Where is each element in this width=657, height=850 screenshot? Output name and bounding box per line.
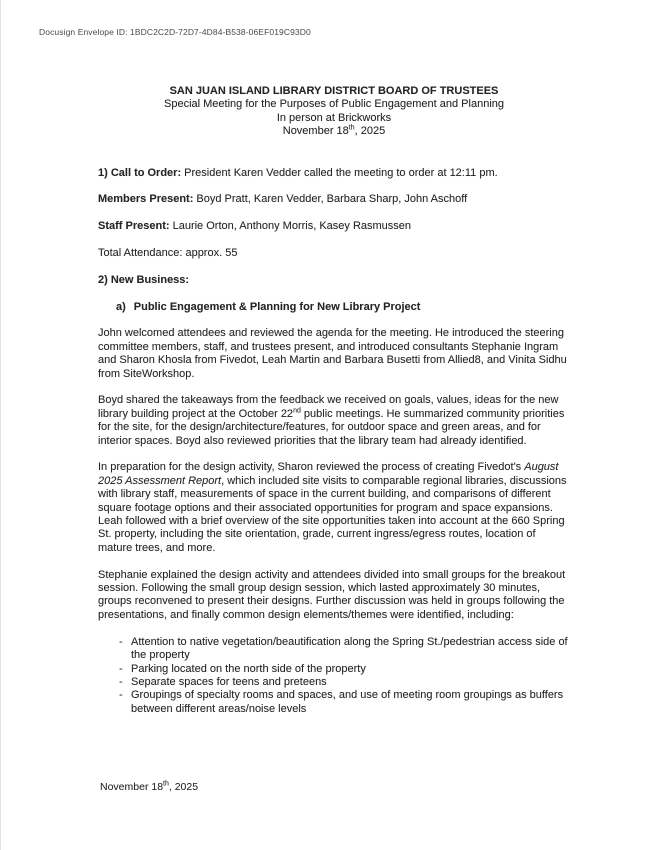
total-attendance-line: Total Attendance: approx. 55 [98, 247, 238, 260]
members-present-text: Boyd Pratt, Karen Vedder, Barbara Sharp, John Aschoff [193, 193, 468, 206]
paragraph-assessment [98, 461, 570, 555]
staff-present-line [98, 220, 570, 233]
paragraph-feedback-text-1: Boyd shared the takeaways from the feedback we received on goals, values, ideas for the new library building project at the October 22 [98, 394, 559, 420]
members-present-label: Members Present: [98, 193, 194, 206]
document-header [98, 85, 570, 139]
meeting-date-day: November 18 [282, 125, 349, 138]
agenda-item-a-marker: a) [116, 300, 126, 313]
list-item-text: Groupings of specialty rooms and spaces, and use of meeting room groupings as buffers between different areas/noise levels [131, 689, 564, 715]
dash-bullet: - [119, 675, 123, 688]
new-business-heading [98, 274, 570, 287]
list-item [119, 676, 570, 689]
agenda-item-a-label: Public Engagement & Planning for New Library Project [133, 300, 421, 313]
paragraph-design-activity: Stephanie explained the design activity and attendees divided into small groups for the breakout session. Following the small group design session, which lasted approximately 30 minutes, groups reconvened to present their designs. Further discussion was held in groups following the presentations, and finally common design elements/themes were identified, including: [98, 568, 566, 621]
footer-date-ordinal: th [163, 780, 169, 788]
docusign-envelope-id: Docusign Envelope ID: 1BDC2C2D-72D7-4D84-B538-06EF019C93D0 [39, 27, 311, 37]
assessment-report-title: August 2025 Assessment Report [98, 461, 559, 487]
list-item-text: Separate spaces for teens and preteens [131, 675, 327, 688]
document-title: SAN JUAN ISLAND LIBRARY DISTRICT BOARD OF TRUSTEES [169, 85, 499, 97]
dash-bullet: - [119, 635, 123, 648]
paragraph-feedback [98, 394, 570, 448]
paragraph-assessment-text-1: In preparation for the design activity, Sharon reviewed the process of creating Fivedot's [98, 461, 525, 474]
meeting-date [98, 125, 570, 138]
dash-bullet: - [119, 689, 123, 702]
list-item [119, 689, 570, 716]
staff-present-label: Staff Present: [98, 220, 170, 233]
footer-date [100, 781, 198, 793]
meeting-location: In person at Brickworks [276, 111, 392, 124]
new-business-heading-text: 2) New Business: [98, 273, 190, 286]
footer-date-day: November 18 [100, 781, 164, 793]
list-item-text: Parking located on the north side of the property [131, 662, 366, 675]
footer-date-year: , 2025 [168, 781, 199, 793]
call-to-order-line [98, 167, 570, 180]
document-content [98, 85, 570, 716]
list-item-text: Attention to native vegetation/beautification along the Spring St./pedestrian access side of the property [131, 635, 568, 662]
meeting-date-year: , 2025 [354, 125, 386, 138]
staff-present-text: Laurie Orton, Anthony Morris, Kasey Rasmussen [169, 220, 412, 233]
members-present-line [98, 193, 570, 206]
list-item [119, 636, 570, 663]
call-to-order-label: 1) Call to Order: [98, 166, 182, 179]
agenda-item-a [98, 301, 570, 314]
document-subtitle: Special Meeting for the Purposes of Public Engagement and Planning [164, 98, 504, 111]
call-to-order-text: President Karen Vedder called the meeting to order at 12:11 pm. [181, 166, 498, 179]
paragraph-assessment-text-2: , which included site visits to comparable regional libraries, discussions with library staff, measurements of space in the current building, and comparisons of different square footage options and their associated opportunities for program and space expansions. Leah followed with a brief overview of the site opportunities taken into account at the 660 Spring St. property, including the site orientation, grade, current ingress/egress routes, location of mature trees, and more. [98, 474, 567, 554]
dash-bullet: - [119, 662, 123, 675]
october-date-ordinal: nd [293, 407, 301, 415]
list-item [119, 663, 570, 676]
paragraph-feedback-text-2: public meetings. He summarized community priorities for the site, for the design/architecture/features, for outdoor space and green areas, and for interior spaces. Boyd also reviewed priorities that the library team had already identified. [98, 407, 565, 447]
paragraph-welcome: John welcomed attendees and reviewed the agenda for the meeting. He introduced the steering committee members, staff, and trustees present, and introduced consultants Stephanie Ingram and Sharon Khosla from Fivedot, Leah Martin and Barbara Busetti from Allied8, and Vinita Sidhu from SiteWorkshop. [98, 327, 567, 380]
meeting-date-ordinal: th [348, 124, 355, 132]
design-elements-list [98, 636, 570, 716]
